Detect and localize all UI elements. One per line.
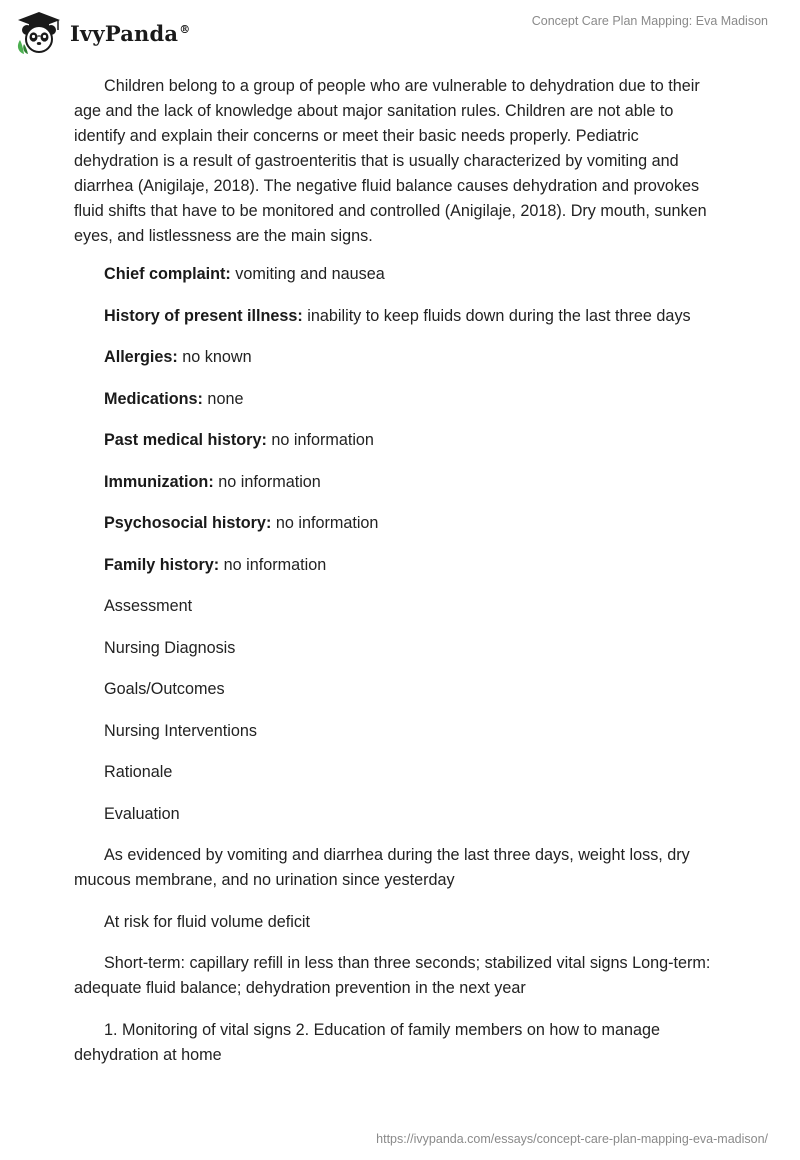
field-value: vomiting and nausea bbox=[230, 265, 385, 283]
field-value: no information bbox=[219, 555, 327, 574]
goals-paragraph: Short-term: capillary refill in less than three seconds; stabilized vital signs Long-term: adequate fluid balance; dehydration prevention in the next year bbox=[74, 954, 711, 997]
field-label: Family history: bbox=[104, 555, 220, 574]
interventions-paragraph: 1. Monitoring of vital signs 2. Education of family members on how to manage dehydration at home bbox=[74, 1020, 661, 1064]
field-value: none bbox=[202, 389, 244, 408]
field-value: no information bbox=[271, 514, 379, 532]
field-label: Allergies: bbox=[104, 348, 178, 366]
field-label: Past medical history: bbox=[104, 431, 267, 449]
heading-rationale: Rationale bbox=[104, 763, 173, 781]
heading-assessment: Assessment bbox=[104, 597, 193, 615]
source-url[interactable]: https://ivypanda.com/essays/concept-care-plan-mapping-eva-madison/ bbox=[376, 1132, 768, 1146]
registered-mark: ® bbox=[179, 22, 191, 36]
ivypanda-logo[interactable] bbox=[14, 8, 190, 58]
essay-content bbox=[74, 74, 724, 1084]
field-family-history bbox=[74, 553, 724, 578]
field-value: no information bbox=[213, 472, 321, 491]
field-chief-complaint bbox=[74, 262, 724, 287]
diagnosis-paragraph: At risk for fluid volume deficit bbox=[104, 912, 311, 931]
heading-nursing-interventions: Nursing Interventions bbox=[104, 721, 257, 740]
field-value: inability to keep fluids down during the last three days bbox=[302, 306, 691, 325]
brand-name: IvyPanda® bbox=[70, 20, 191, 46]
field-label: Medications: bbox=[104, 389, 203, 408]
field-label: Immunization: bbox=[104, 472, 214, 491]
heading-goals-outcomes: Goals/Outcomes bbox=[104, 680, 225, 698]
field-label: History of present illness: bbox=[104, 306, 303, 325]
field-past-medical-history bbox=[74, 428, 724, 453]
field-label: Chief complaint: bbox=[104, 265, 231, 283]
field-immunization bbox=[74, 470, 724, 495]
field-value: no information bbox=[266, 431, 374, 449]
heading-nursing-diagnosis: Nursing Diagnosis bbox=[104, 638, 236, 657]
page-header bbox=[0, 0, 800, 64]
field-psychosocial-history bbox=[74, 511, 724, 536]
assessment-paragraph: As evidenced by vomiting and diarrhea during the last three days, weight loss, dry mucous membrane, and no urination since yesterday bbox=[74, 846, 690, 889]
field-medications bbox=[74, 387, 724, 412]
field-value: no known bbox=[177, 348, 252, 366]
heading-evaluation: Evaluation bbox=[104, 804, 180, 823]
panda-graduate-icon bbox=[14, 10, 64, 56]
field-label: Psychosocial history: bbox=[104, 514, 272, 532]
document-title: Concept Care Plan Mapping: Eva Madison bbox=[531, 14, 768, 28]
field-history-present-illness bbox=[74, 304, 724, 329]
field-allergies bbox=[74, 345, 724, 370]
intro-paragraph: Children belong to a group of people who are vulnerable to dehydration due to their age and the lack of knowledge about major sanitation rules. Children are not able to identify and explain their concerns or meet their basic needs properly. Pediatric dehydration is a result of gastroenteritis that is usually characterized by vomiting and diarrhea (Anigilaje, 2018). The negative fluid balance causes dehydration and provokes fluid shifts that have to be monitored and controlled (Anigilaje, 2018). Dry mouth, sunken eyes, and listlessness are the main signs. bbox=[74, 77, 707, 245]
